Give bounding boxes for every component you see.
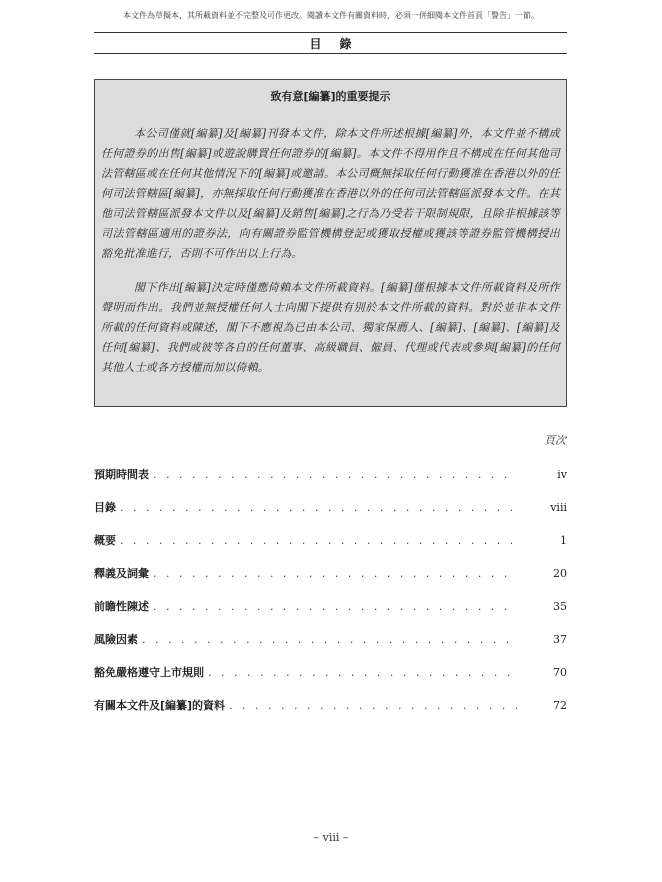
toc-entry-page: 37 <box>553 633 567 646</box>
toc-entry-page: iv <box>557 468 567 481</box>
toc-entry-title: 有關本文件及[編纂]的資料 <box>94 699 226 712</box>
toc-dot-leader <box>142 633 517 646</box>
toc-entry-page: 20 <box>553 567 567 580</box>
toc-entry-page: 70 <box>553 666 567 679</box>
toc-entry-title: 風險因素 <box>94 633 138 646</box>
toc-entry-title: 概要 <box>94 534 116 547</box>
toc-dot-leader <box>208 666 517 679</box>
toc-entry-title: 預期時間表 <box>94 468 149 481</box>
toc-dot-leader <box>153 567 517 580</box>
toc-dot-leader <box>229 699 517 712</box>
toc-dot-leader <box>120 501 517 514</box>
table-of-contents <box>94 466 567 730</box>
toc-entry-page: viii <box>550 501 567 514</box>
page-title-band <box>94 32 567 54</box>
toc-entry[interactable] <box>94 565 567 598</box>
important-notice-box <box>94 79 567 407</box>
toc-entry[interactable] <box>94 664 567 697</box>
toc-entry[interactable] <box>94 466 567 499</box>
toc-entry[interactable] <box>94 697 567 730</box>
toc-entry-title: 釋義及詞彙 <box>94 567 149 580</box>
toc-dot-leader <box>153 468 517 481</box>
toc-entry-page: 72 <box>553 699 567 712</box>
toc-entry[interactable] <box>94 499 567 532</box>
toc-entry-page: 1 <box>560 534 567 547</box>
toc-entry-title: 前瞻性陳述 <box>94 600 149 613</box>
page-number-footer: – viii – <box>313 831 349 844</box>
toc-entry-title: 目錄 <box>94 501 116 514</box>
toc-dot-leader <box>120 534 517 547</box>
toc-entry[interactable] <box>94 532 567 565</box>
toc-entry-title: 豁免嚴格遵守上市規則 <box>94 666 204 679</box>
toc-entry[interactable] <box>94 631 567 664</box>
toc-entry[interactable] <box>94 598 567 631</box>
notice-paragraph: 本公司僅就[編纂]及[編纂]刊發本文件，除本文件所述根據[編纂]外，本文件並不構成任何證券的出售[編纂]或遊說購買任何證券的[編纂]。本文件不得用作且不構成在任何其他司法管轄區或在任何其他情況下的[編纂]或邀請。本公司概無採取任何行動獲准在香港以外的任何司法管轄區[編纂]，亦無採取任何行動獲准在香港以外的任何司法管轄區派發本文件。在其他司法管轄區派發本文件以及[編纂]及銷售[編纂]之行為乃受若干限制規限，且除非根據該等司法管轄區適用的證券法，向有關證券監管機構登記或獲取授權或獲該等證券監管機構授出豁免批准進行，否則不可作出以上行為。 <box>101 127 560 260</box>
notice-paragraph: 閣下作出[編纂]決定時僅應倚賴本文件所載資料。[編纂]僅根據本文件所載資料及所作聲明而作出。我們並無授權任何人士向閣下提供有別於本文件所載的資料。對於並非本文件所載的任何資料或陳述，閣下不應視為已由本公司、獨家保薦人、[編纂]、[編纂]、[編纂]及任何[編纂]、我們或彼等各自的任何董事、高級職員、僱員、代理或代表或參與[編纂]的任何其他人士或各方授權而加以倚賴。 <box>101 281 560 374</box>
draft-warning-notice: 本文件為草擬本，其所載資料並不完整及可作更改。閱讀本文件有關資料時，必須一併細閱本文件首頁「警告」一節。 <box>123 11 539 20</box>
notice-heading: 致有意[編纂]的重要提示 <box>270 90 391 103</box>
page-title: 目錄 <box>309 36 370 51</box>
toc-entry-page: 35 <box>553 600 567 613</box>
page-column-label: 頁次 <box>544 434 566 447</box>
toc-dot-leader <box>153 600 517 613</box>
